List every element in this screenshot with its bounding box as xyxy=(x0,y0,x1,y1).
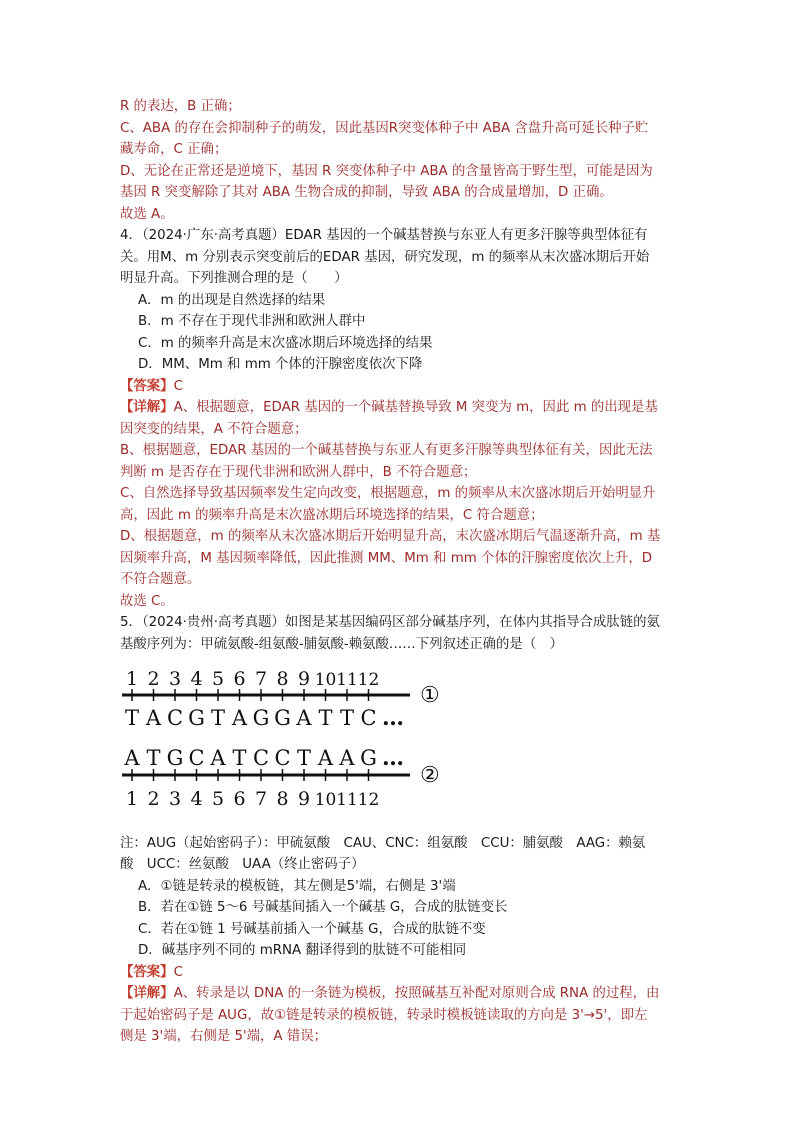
base-letter: A xyxy=(317,746,334,770)
base-letter: C xyxy=(188,746,205,770)
text-line: D、无论在正常还是逆境下，基因 R 突变体种子中 ABA 的含量皆高于野生型，可能是因为 xyxy=(120,163,653,179)
position-number: 5 xyxy=(211,668,225,690)
question-stem: 关。用M、m 分别表示突变前后的EDAR 基因，研究发现，m 的频率从末次盛冰期后开始 xyxy=(120,249,650,265)
base-letter: G xyxy=(360,746,377,770)
base-letter: G xyxy=(252,706,270,730)
question-4 xyxy=(120,225,680,612)
position-number: 12 xyxy=(357,790,380,810)
text-line xyxy=(120,397,680,419)
detail-text: A、转录是以 DNA 的一条链为模板，按照碱基互补配对原则合成 RNA 的过程，由 xyxy=(173,986,660,1001)
strand-2-label: ② xyxy=(420,763,440,788)
text-line: 侧是 3'端，右侧是 5'端，A 错误； xyxy=(120,1029,328,1044)
position-number: 4 xyxy=(190,668,203,690)
position-number: 10 xyxy=(314,790,337,810)
base-letter: A xyxy=(124,746,140,770)
strand-2-ellipsis: … xyxy=(382,745,404,771)
option-c: C．若在①链 1 号碱基前插入一个碱基 G，合成的肽链不变 xyxy=(138,921,486,937)
base-letter: T xyxy=(318,706,333,730)
dna-sequence-diagram xyxy=(120,665,680,815)
text-line: D、根据题意，m 的频率从末次盛冰期后开始明显升高，末次盛冰期后气温逐渐升高，m 基 xyxy=(120,529,661,544)
detail-tag: 【详解】 xyxy=(120,400,174,415)
base-letter: T xyxy=(339,706,355,730)
base-letter: T xyxy=(124,706,140,730)
option-a: A．m 的出现是自然选择的结果 xyxy=(138,292,326,308)
strand-1-label: ① xyxy=(420,683,440,708)
option-a: A．①链是转录的模板链，其左侧是5'端，右侧是 3'端 xyxy=(138,878,456,894)
detail-text: A、根据题意，EDAR 基因的一个碱基替换导致 M 突变为 m，因此 m 的出现是基 xyxy=(173,400,658,415)
base-letter: G xyxy=(274,706,291,730)
option-b: B．m 不存在于现代非洲和欧洲人群中 xyxy=(138,314,366,329)
base-letter: T xyxy=(210,706,226,730)
text-line xyxy=(120,983,680,1005)
position-number: 7 xyxy=(254,668,268,690)
answer-line xyxy=(120,962,680,984)
base-letter: G xyxy=(166,746,184,770)
question-5 xyxy=(120,612,680,1048)
text-line: C、ABA 的存在会抑制种子的萌发，因此基因R突变体种子中 ABA 含盘升高可延长种子贮 xyxy=(120,120,649,136)
answer-value: C xyxy=(173,378,183,394)
answer-value: C xyxy=(173,964,183,980)
text-line: 于起始密码子是 AUG，故①链是转录的模板链，转录时模板链读取的方向是 3'→5'，即左 xyxy=(120,1007,648,1023)
q3-explanation-tail xyxy=(120,96,680,225)
text-line: 因突变的结果，A 不符合题意； xyxy=(120,421,308,437)
position-number: 9 xyxy=(297,668,311,690)
strand-1-bases xyxy=(125,706,377,730)
strand-1-ellipsis: … xyxy=(382,705,404,731)
q5-explanation xyxy=(120,983,680,1048)
position-number: 6 xyxy=(233,788,246,810)
position-number: 11 xyxy=(336,790,358,810)
position-number: 3 xyxy=(168,668,182,690)
bottom-number-row xyxy=(126,788,379,810)
position-number: 8 xyxy=(276,788,289,810)
text-line: C、自然选择导致基因频率发生定向改变，根据题意，m 的频率从末次盛冰期后开始明显升 xyxy=(120,486,656,501)
question-stem: 5．（2024·贵州·高考真题）如图是某基因编码区部分碱基序列，在体内其指导合成肽链的氨 xyxy=(120,615,660,630)
base-letter: T xyxy=(146,746,161,770)
base-letter: C xyxy=(274,746,291,770)
base-letter: A xyxy=(145,706,162,730)
position-number: 4 xyxy=(190,788,203,810)
position-number: 10 xyxy=(314,670,337,690)
text-line: 判断 m 是否存在于现代非洲和欧洲人群中，B 不符合题意； xyxy=(120,464,477,480)
text-line: 因频率升高，M 基因频率降低，因此推测 MM、Mm 和 mm 个体的汗腺密度依次上升，D xyxy=(120,550,653,566)
base-letter: T xyxy=(232,746,247,770)
codon-note: 酸 UCC：丝氨酸 UAA（终止密码子） xyxy=(120,857,365,872)
base-letter: A xyxy=(339,746,355,770)
base-letter: T xyxy=(296,746,312,770)
text-line: 故选 A。 xyxy=(120,206,174,222)
position-number: 6 xyxy=(233,668,246,690)
answer-tag: 【答案】 xyxy=(120,964,174,980)
position-number: 11 xyxy=(336,670,358,690)
base-letter: G xyxy=(188,706,205,730)
base-letter: C xyxy=(252,746,270,770)
question-stem: 基酸序列为：甲硫氨酸-组氨酸-脯氨酸-赖氨酸……下列叙述正确的是（ ） xyxy=(120,636,563,652)
base-letter: A xyxy=(210,746,226,770)
strand-2-bases xyxy=(123,746,376,770)
q4-explanation xyxy=(120,397,680,612)
answer-line xyxy=(120,376,680,398)
option-b: B．若在①链 5～6 号碱基间插入一个碱基 G，合成的肽链变长 xyxy=(138,900,508,915)
text-line: 不符合题意。 xyxy=(120,572,201,587)
position-number: 5 xyxy=(211,788,225,810)
text-line: 故选 C。 xyxy=(120,593,174,609)
base-letter: C xyxy=(166,706,184,730)
question-stem: 4．（2024·广东·高考真题）EDAR 基因的一个碱基替换与东亚人有更多汗腺等典型体征有 xyxy=(120,228,648,243)
option-d: D．碱基序列不同的 mRNA 翻译得到的肽链不可能相同 xyxy=(138,943,467,958)
answer-tag: 【答案】 xyxy=(120,378,174,394)
base-letter: A xyxy=(231,706,248,730)
codon-note: 注：AUG（起始密码子）：甲硫氨酸 CAU、CNC：组氨酸 CCU：脯氨酸 AAG：赖氨 xyxy=(120,835,646,851)
position-number: 7 xyxy=(254,788,268,810)
text-line: B、根据题意，EDAR 基因的一个碱基替换与东亚人有更多汗腺等典型体征有关，因此无法 xyxy=(120,443,653,458)
option-d: D．MM、Mm 和 mm 个体的汗腺密度依次下降 xyxy=(138,357,423,372)
position-number: 2 xyxy=(147,788,160,810)
text-line: 高，因此 m 的频率升高是末次盛冰期后环境选择的结果，C 符合题意； xyxy=(120,507,544,523)
position-number: 8 xyxy=(276,668,289,690)
question-stem: 明显升高。下列推测合理的是（ ） xyxy=(120,271,348,286)
position-number: 3 xyxy=(168,788,182,810)
text-line: 藏寿命，C 正确； xyxy=(120,142,228,157)
detail-tag: 【详解】 xyxy=(120,986,174,1001)
option-c: C．m 的频率升高是末次盛冰期后环境选择的结果 xyxy=(138,335,433,351)
base-letter: C xyxy=(360,706,377,730)
base-letter: A xyxy=(296,706,312,730)
position-number: 2 xyxy=(147,668,160,690)
position-number: 9 xyxy=(297,788,311,810)
position-number: 1 xyxy=(125,788,139,810)
top-number-row xyxy=(126,668,379,690)
text-line: 基因 R 突变解除了其对 ABA 生物合成的抑制，导致 ABA 的合成量增加，D 正确。 xyxy=(120,185,613,200)
position-number: 1 xyxy=(125,668,139,690)
text-line: R 的表达，B 正确； xyxy=(120,99,241,114)
document-content xyxy=(120,96,680,1048)
position-number: 12 xyxy=(357,670,380,690)
